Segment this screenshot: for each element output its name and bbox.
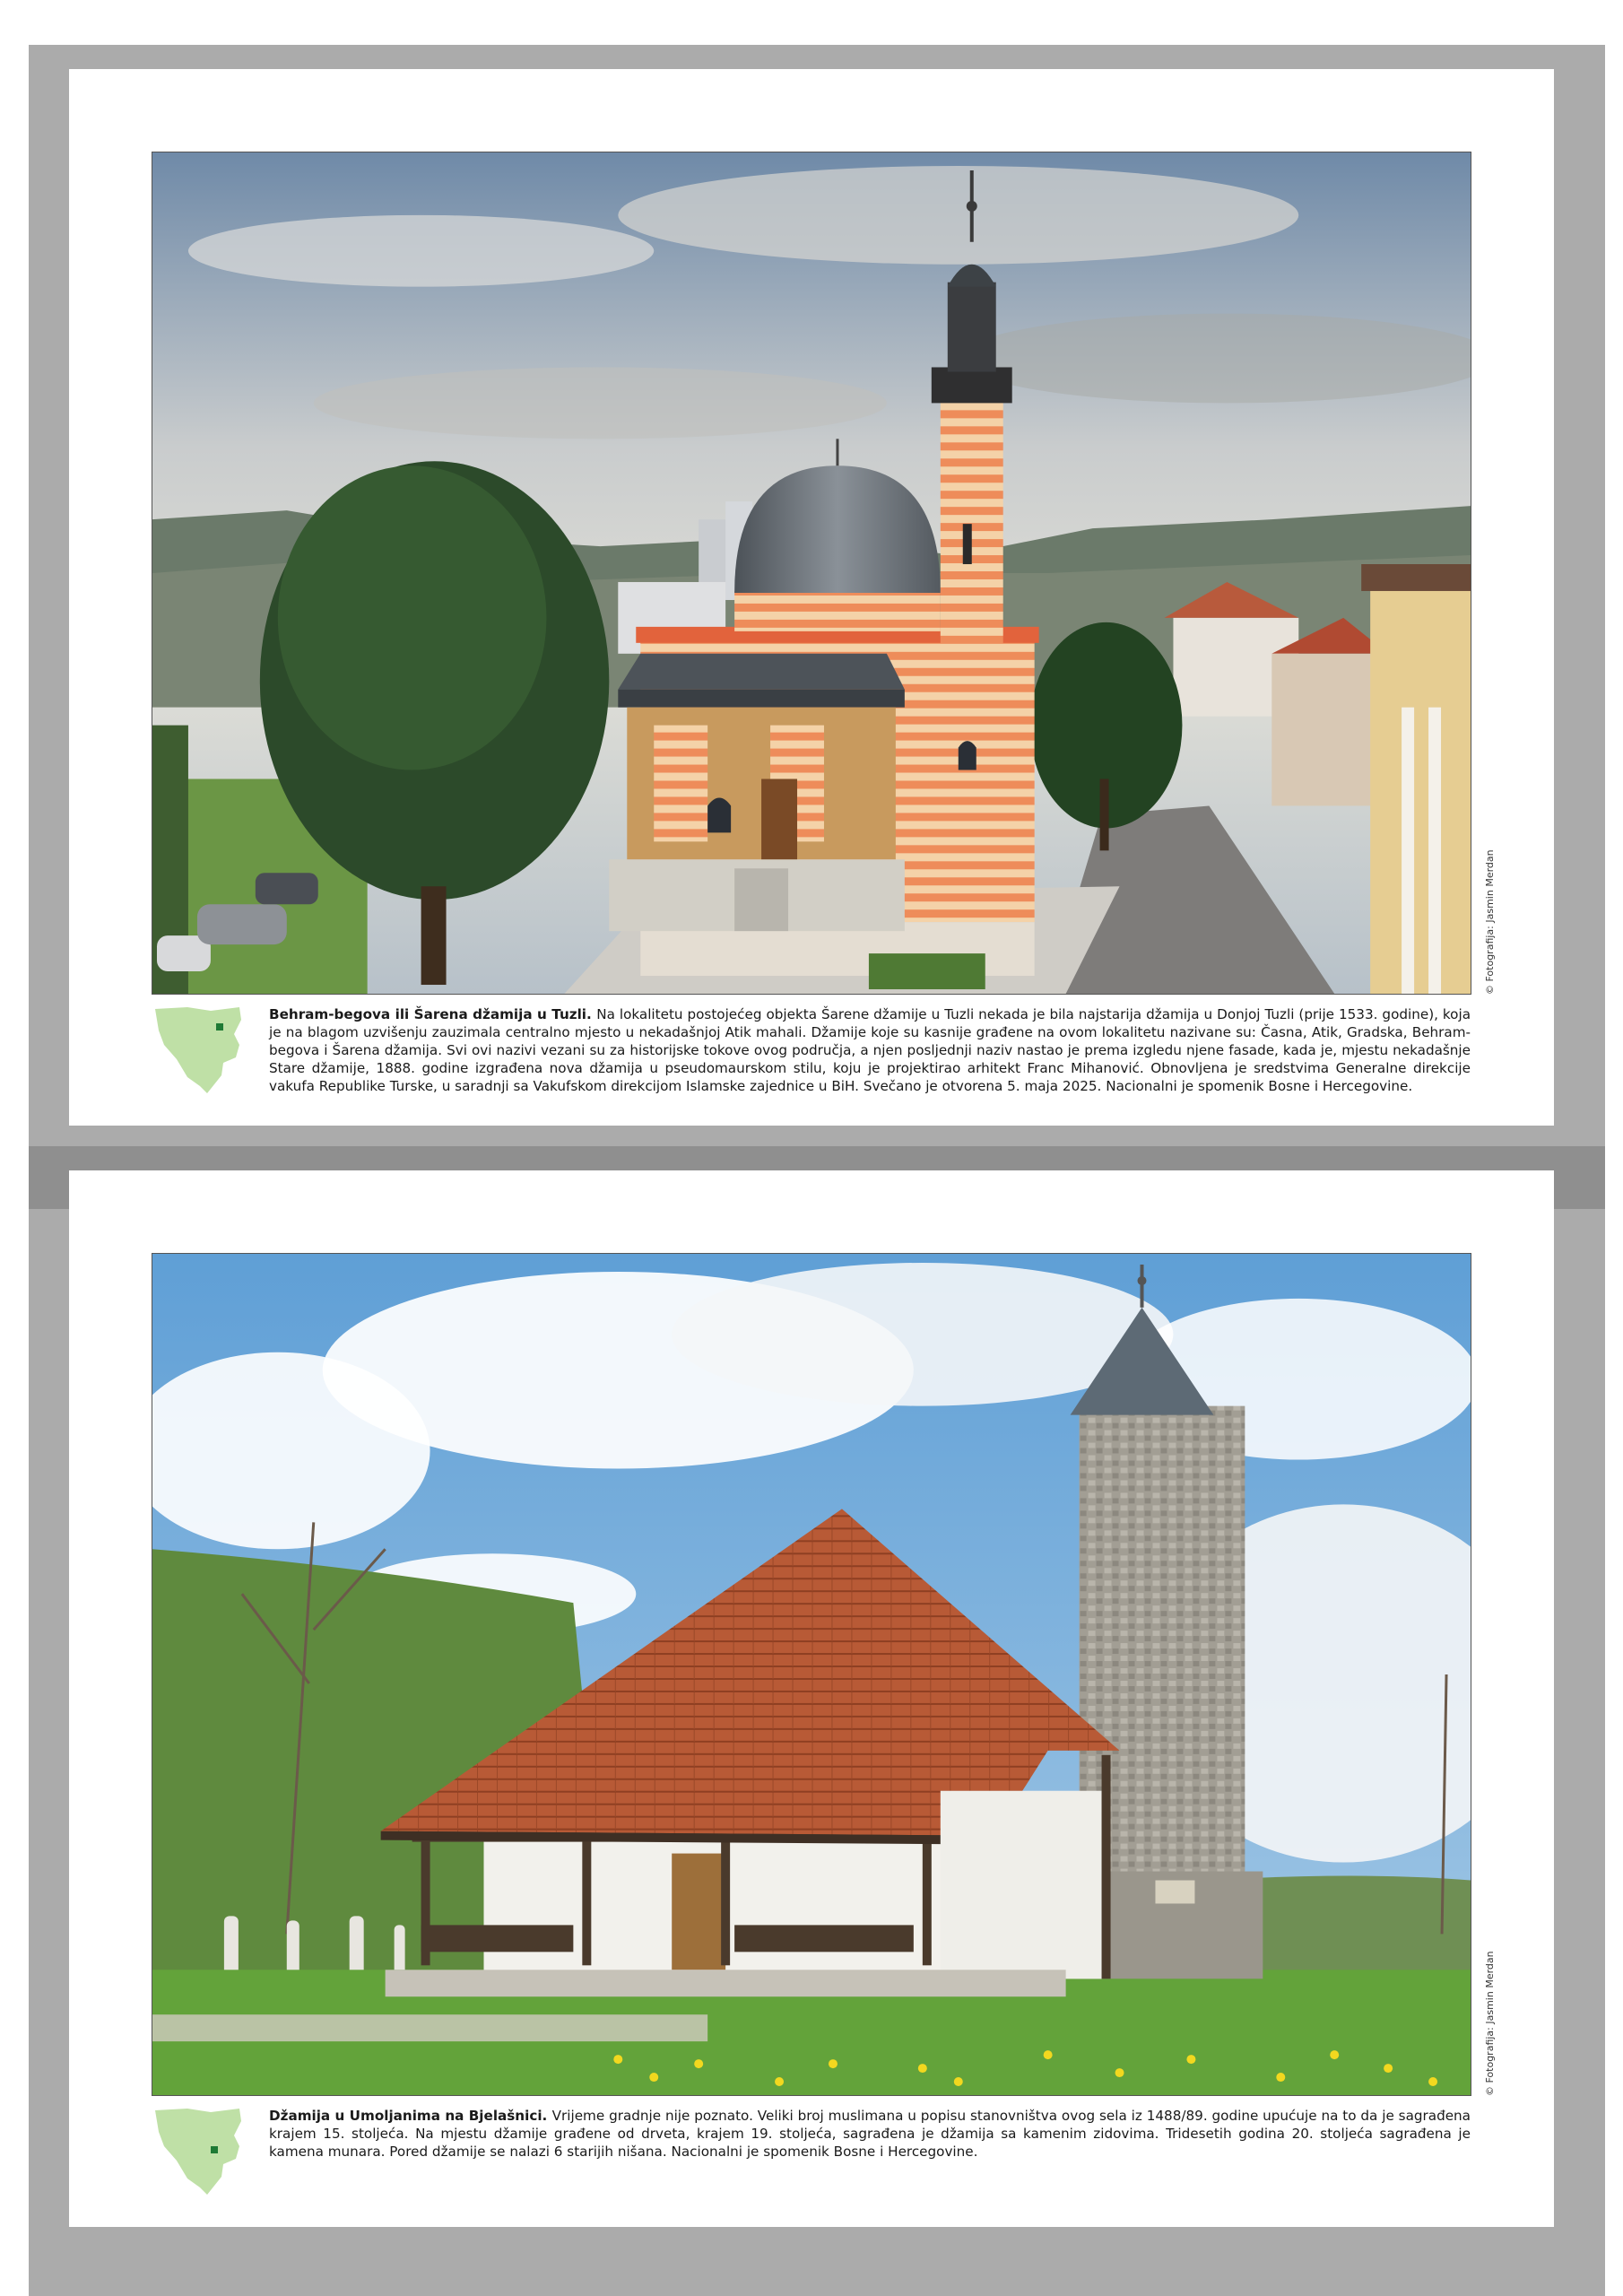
page-2 (69, 1170, 1554, 2227)
photo-credit: © Fotografija: Jasmin Merdan (1484, 849, 1496, 995)
photo-tuzla-mosque (152, 152, 1471, 995)
caption-title: Behram-begova ili Šarena džamija u Tuzli. (269, 1006, 597, 1022)
photo-credit: © Fotografija: Jasmin Merdan (1484, 1951, 1496, 2096)
bih-map-icon (152, 1004, 247, 1099)
caption-title: Džamija u Umoljanima na Bjelašnici. (269, 2108, 552, 2124)
caption-text: Na lokalitetu postojećeg objekta Šarene džamije u Tuzli nekada je bila najstarija džamija u Donjoj Tuzli (prije 1533. godine), koja je na blagom uzvišenju zauzimala centralno mjesto u nekadašnjoj Atik mahali. Džamije koje su kasnije građene na ovom lokalitetu nazivane su: Časna, Atik, Gradska, Behram-begova i Šarena džamija. Svi ovi nazivi vezani su za historijske tokove ovog područja, a njen posljednji naziv nastao je prema izgledu njene fasade, kada je, mjestu nekadašnje Stare džamije, 1888. godine izgrađena nova džamija u pseudomaurskom stilu, koju je projektirao arhitekt Franc Mihanović. Obnovljena je sredstvima Generalne direkcije vakufa Republike Turske, u saradnji sa Vakufskom direkcijom Islamske zajednice u BiH. Svečano je otvorena 5. maja 2025. Nacionalni je spomenik Bosne i Hercegovine. (269, 1006, 1471, 1094)
bih-map-icon (152, 2105, 247, 2200)
photo-umoljani-mosque (152, 1253, 1471, 2096)
location-marker-icon (211, 2146, 218, 2153)
caption-text: Vrijeme gradnje nije poznato. Veliki broj muslimana u popisu stanovništva ovog sela iz 1488/89. godine upućuje na to da je sagrađena krajem 15. stoljeća. Na mjestu džamije građene od drveta, krajem 19. stoljeća, sagrađena je džamija sa kamenim zidovima. Tridesetih godina 20. stoljeća sagrađena je kamena munara. Pored džamije se nalazi 6 starijih nišana. Nacionalni je spomenik Bosne i Hercegovine. (269, 2108, 1471, 2160)
page-1 (69, 69, 1554, 1126)
photo-caption (269, 2107, 1471, 2161)
photo-caption (269, 1005, 1471, 1095)
location-marker-icon (216, 1023, 223, 1031)
